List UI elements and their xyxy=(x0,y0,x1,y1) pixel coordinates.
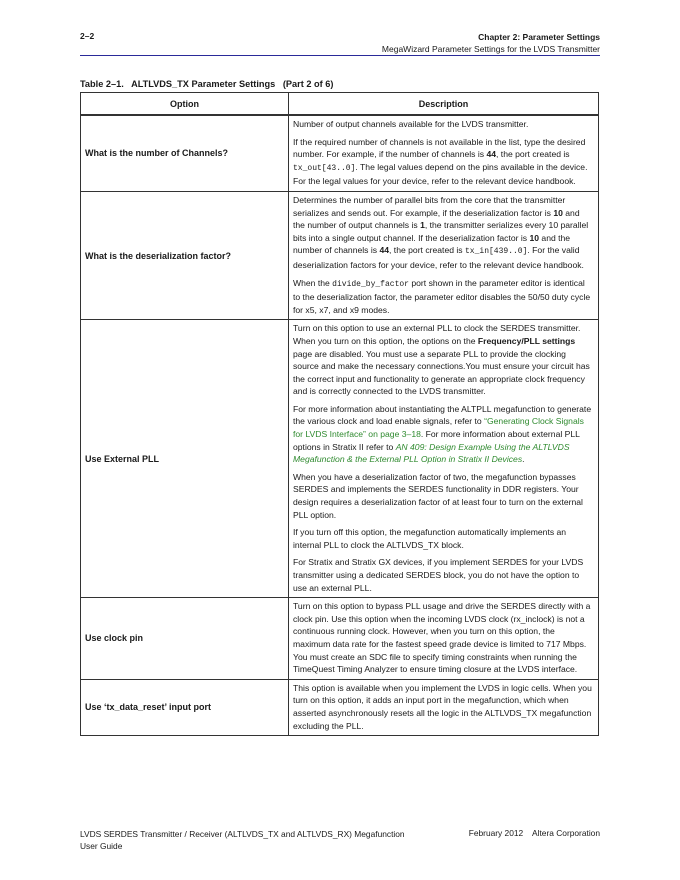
port-name: divide_by_factor xyxy=(332,279,409,289)
description-paragraph: Turn on this option to use an external PLL to clock the SERDES transmitter. When you turn on this option, the options on the Frequency/PLL settings page are disabled. You must use a separate PLL to provide the clocking source and make the necessary connections.You must ensure your circuit has the correct input and functionality to generate an appropriate clock frequency and is correctly connected to the LVDS transmitter. xyxy=(293,323,590,397)
footer-title-line: User Guide xyxy=(80,841,123,851)
description-paragraph: For more information about instantiating the ALTPLL megafunction to generate the various clock and load enable signals, refer to “Generating Clock Signals for LVDS Interface” on page 3–18. For more information about external PLL options in Stratix II refer to AN 409: Design Example Using the ALTLVDS Megafunction & the External PLL Option in Stratix II Devices. xyxy=(293,403,592,465)
parameter-table xyxy=(80,92,599,736)
table-row xyxy=(81,598,599,680)
description-paragraph: Number of output channels available for the LVDS transmitter. xyxy=(293,119,529,129)
option-column-header: Option xyxy=(81,93,289,116)
table-title: Table 2–1. ALTLVDS_TX Parameter Settings (Part 2 of 6) xyxy=(80,79,334,89)
description-paragraph: If you turn off this option, the megafunction automatically implements an internal PLL to clock the ALTLVDS_TX block. xyxy=(293,527,567,550)
port-name: tx_in[439..0] xyxy=(464,247,528,257)
port-name: tx_out[43..0] xyxy=(293,163,356,173)
description-cell xyxy=(289,115,599,191)
footer-title-line: LVDS SERDES Transmitter / Receiver (ALTLVDS_TX and ALTLVDS_RX) Megafunction xyxy=(80,829,405,839)
header-rule xyxy=(80,55,600,56)
description-cell xyxy=(289,598,599,680)
description-cell xyxy=(289,320,599,598)
cross-reference-link[interactable]: “Generating Clock Signals for LVDS Interface” on page 3–18 xyxy=(293,416,584,440)
description-paragraph: Turn on this option to bypass PLL usage and drive the SERDES directly with a clock pin. Use this option when the incoming LVDS clock (rx_inclock) is not a continuous running clock. However, when you turn on this option, the maximum data rate for the fastest speed grade device is limited to 717 Mbps. You must create an SDC file to specify timing constraints when running the TimeQuest Timing Analyzer to ensure timing closure at the LVDS interface. xyxy=(293,601,591,675)
table-row xyxy=(81,115,599,191)
app-note-link[interactable]: AN 409: Design Example Using the ALTLVDS Megafunction & the External PLL Option in Stratix II Devices xyxy=(293,441,570,465)
page-number: 2–2 xyxy=(80,31,95,41)
chapter-title: Chapter 2: Parameter Settings xyxy=(478,32,600,42)
description-paragraph: When you have a deserialization factor of two, the megafunction bypasses SERDES and implements the SERDES functionality in DDR registers. Your design requires a deserialization factor of at least four to turn on the external PLL option. xyxy=(293,471,583,520)
description-paragraph: This option is available when you implement the LVDS in logic cells. When you turn on this option, it adds an input port in the megafunction, which when asserted asynchronously resets all the logic in the ALTLVDS_TX megafunction excluding the PLL. xyxy=(293,682,592,731)
description-cell xyxy=(289,191,599,319)
description-paragraph: When the divide_by_factor port shown in the parameter editor is identical to the deserialization factor, the parameter editor disables the 50/50 duty cycle for x5, x7, and x9 modes. xyxy=(293,277,591,315)
description-paragraph: If the required number of channels is not available in the list, type the desired number. For example, if the number of channels is 44, the port created is tx_out[43..0]. The legal values depend on the pins available in the device. For the legal values for your device, refer to the relevant device handbook. xyxy=(293,136,588,187)
table-header-row xyxy=(81,93,599,116)
option-use-external-pll: Use External PLL xyxy=(81,320,289,598)
section-title: MegaWizard Parameter Settings for the LVDS Transmitter xyxy=(381,44,600,54)
footer-date-publisher: February 2012 Altera Corporation xyxy=(468,828,600,838)
option-tx-data-reset: Use ‘tx_data_reset’ input port xyxy=(81,679,289,735)
running-header xyxy=(382,31,600,55)
footer-document-title xyxy=(80,828,405,852)
option-use-clock-pin: Use clock pin xyxy=(81,598,289,680)
option-number-of-channels: What is the number of Channels? xyxy=(81,115,289,191)
description-paragraph: For Stratix and Stratix GX devices, if you implement SERDES for your LVDS transmitter using a dedicated SERDES block, you do not have the option to use an external PLL. xyxy=(293,557,584,593)
description-cell xyxy=(289,679,599,735)
table-row xyxy=(81,191,599,319)
table-row xyxy=(81,679,599,735)
description-paragraph: Determines the number of parallel bits from the core that the transmitter serializes and sends out. For example, if the deserialization factor is 10 and the number of output channels is 1, the transmitter serializes every 10 parallel bits into a single output channel. If the deserialization factor is 10 and the number of channels is 44, the port created is tx_in[439..0]. For the valid deserialization factors for your device, refer to the relevant device handbook. xyxy=(293,194,589,270)
table-row xyxy=(81,320,599,598)
description-column-header: Description xyxy=(289,93,599,116)
option-deserialization-factor: What is the deserialization factor? xyxy=(81,191,289,319)
